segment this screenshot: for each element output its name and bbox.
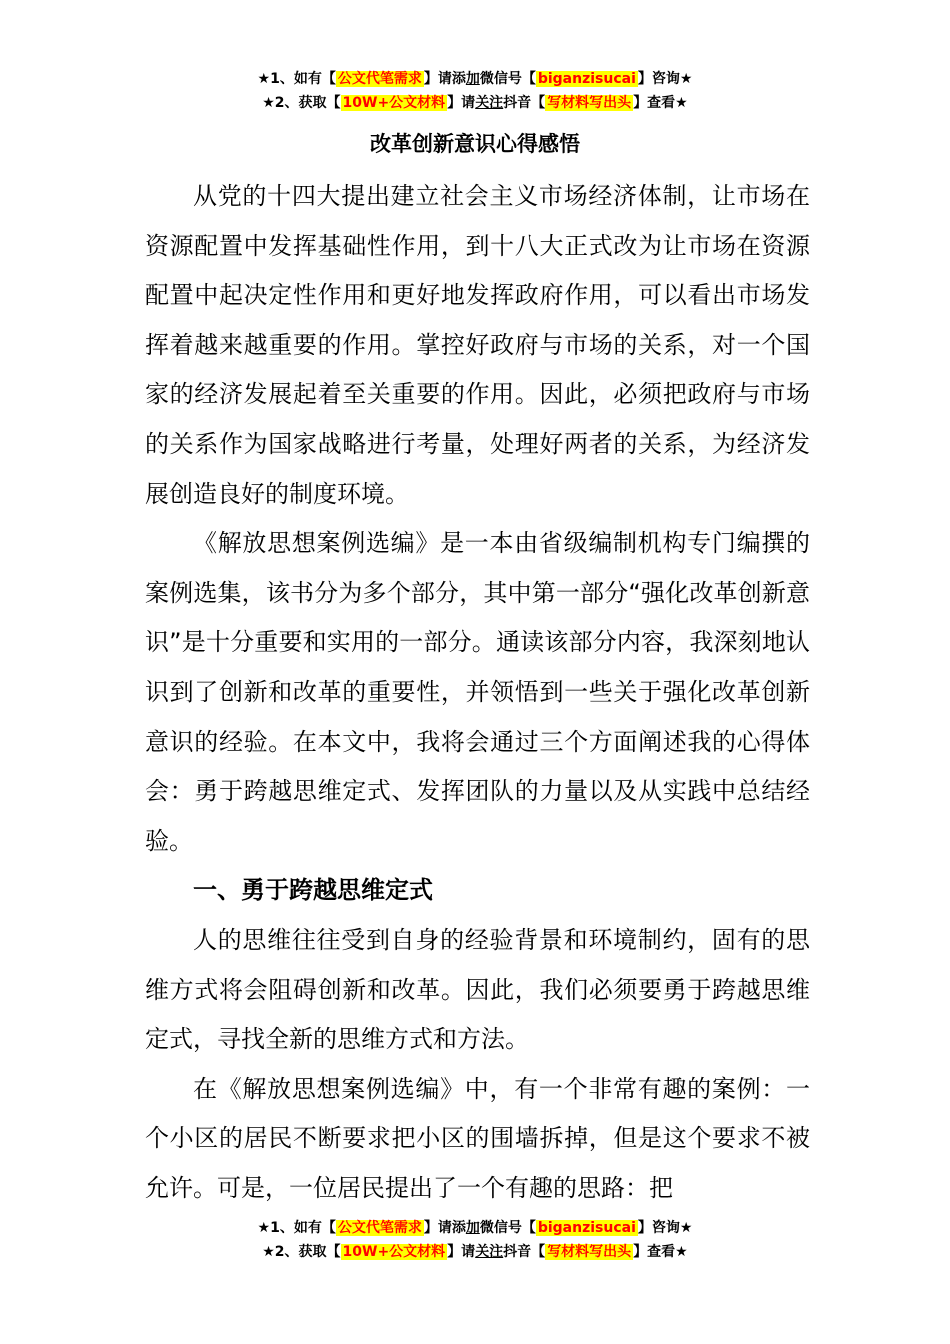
banner-text: 抖音【 (503, 95, 546, 111)
banner-text: ★2、获取【 (262, 1244, 341, 1260)
banner-text: 微信号【 (479, 71, 536, 87)
banner-text: 】咨询★ (637, 71, 693, 87)
banner-text: 】查看★ (633, 1244, 688, 1260)
paragraph: 人的思维往往受到自身的经验背景和环境制约，固有的思维方式将会阻碍创新和改革。因此，我们必须要勇于跨越思维定式，寻找全新的思维方式和方法。 (145, 925, 810, 1054)
footer-banner (0, 1216, 950, 1264)
highlight-materials: 10W+公文材料 (342, 1244, 446, 1260)
banner-emphasis: 关注 (475, 1244, 504, 1260)
banner-emphasis: 加 (465, 71, 480, 87)
banner-emphasis: 加 (465, 1220, 480, 1236)
banner-text: 】查看★ (633, 95, 688, 111)
banner-text: 】请添 (423, 1220, 466, 1236)
document-body (145, 172, 810, 1213)
highlight-service: 公文代笔需求 (337, 1220, 422, 1236)
header-banner (0, 67, 950, 115)
banner-text: 】请添 (423, 71, 466, 87)
banner-text: 抖音【 (503, 1244, 546, 1260)
banner-text: ★1、如有【 (257, 71, 336, 87)
document-title: 改革创新意识心得感悟 (370, 132, 580, 156)
banner-text: 】请 (447, 1244, 476, 1260)
paragraph: 《解放思想案例选编》是一本由省级编制机构专门编撰的案例选集，该书分为多个部分，其中第一部分“强化改革创新意识”是十分重要和实用的一部分。通读该部分内容，我深刻地认识到了创新和改革的重要性，并领悟到一些关于强化改革创新意识的经验。在本文中，我将会通过三个方面阐述我的心得体会：勇于跨越思维定式、发挥团队的力量以及从实践中总结经验。 (145, 529, 810, 855)
highlight-douyin: 写材料写出头 (547, 95, 632, 111)
section-heading: 一、勇于跨越思维定式 (193, 876, 433, 905)
highlight-douyin: 写材料写出头 (547, 1244, 632, 1260)
banner-text: 微信号【 (479, 1220, 536, 1236)
banner-line-1 (0, 67, 950, 91)
highlight-wechat-id: biganzisucai (537, 71, 636, 87)
paragraph: 从党的十四大提出建立社会主义市场经济体制，让市场在资源配置中发挥基础性作用，到十八大正式改为让市场在资源配置中起决定性作用和更好地发挥政府作用，可以看出市场发挥着越来越重要的作用。掌控好政府与市场的关系，对一个国家的经济发展起着至关重要的作用。因此，必须把政府与市场的关系作为国家战略进行考量，处理好两者的关系，为经济发展创造良好的制度环境。 (145, 182, 810, 508)
banner-text: 】请 (447, 95, 476, 111)
banner-emphasis: 关注 (475, 95, 504, 111)
highlight-service: 公文代笔需求 (337, 71, 422, 87)
banner-text: ★1、如有【 (257, 1220, 336, 1236)
highlight-wechat-id: biganzisucai (537, 1220, 636, 1236)
banner-line-2 (0, 91, 950, 115)
banner-line-2 (0, 1240, 950, 1264)
paragraph: 在《解放思想案例选编》中，有一个非常有趣的案例：一个小区的居民不断要求把小区的围墙拆掉，但是这个要求不被允许。可是，一位居民提出了一个有趣的思路：把 (145, 1074, 810, 1202)
highlight-materials: 10W+公文材料 (342, 95, 446, 111)
banner-text: ★2、获取【 (262, 95, 341, 111)
banner-line-1 (0, 1216, 950, 1240)
banner-text: 】咨询★ (637, 1220, 693, 1236)
